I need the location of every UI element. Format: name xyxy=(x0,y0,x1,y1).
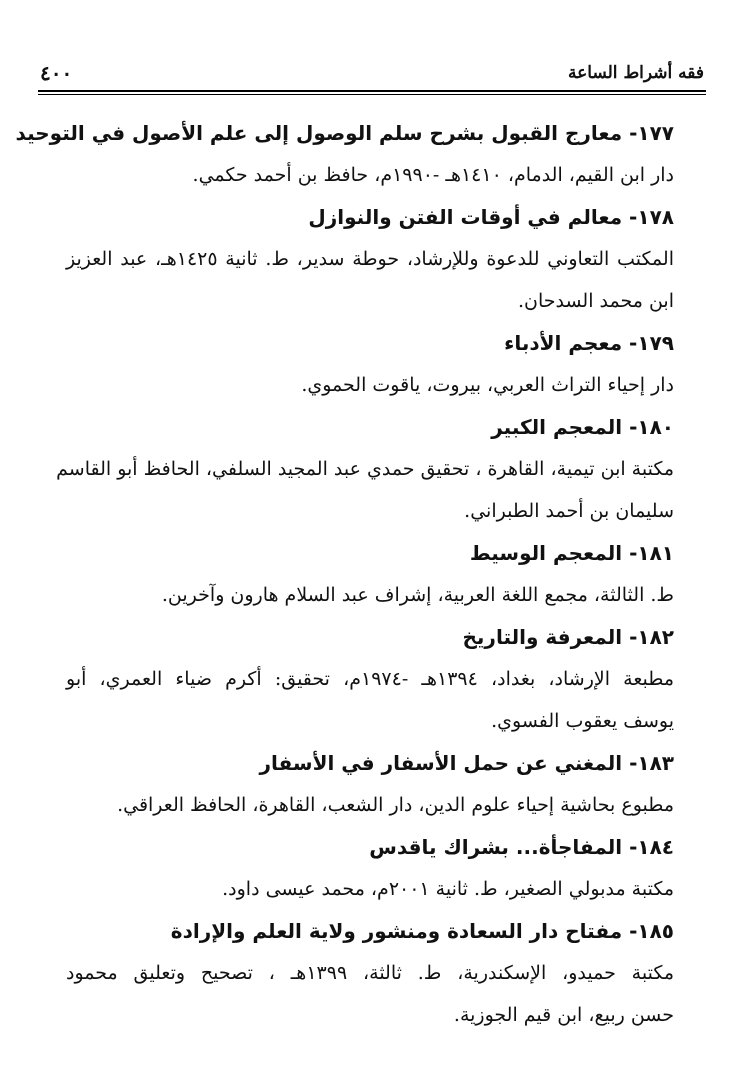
entry-details: يوسف يعقوب الفسوي. xyxy=(491,710,674,732)
page-number: ٤٠٠ xyxy=(40,61,73,85)
entry-title: ١٨٥- مفتاح دار السعادة ومنشور ولاية العلم والإرادة xyxy=(170,919,674,943)
entry-title: ١٨٢- المعرفة والتاريخ xyxy=(462,625,674,649)
entry-title: ١٨٤- المفاجأة... بشراك ياقدس xyxy=(369,835,674,859)
entry-title: ١٧٩- معجم الأدباء xyxy=(504,331,674,355)
entry-details: سليمان بن أحمد الطبراني. xyxy=(464,500,674,522)
entry-details: المكتب التعاوني للدعوة وللإرشاد، حوطة سدير، ط. ثانية ١٤٢٥هـ، عبد العزيز xyxy=(66,248,674,270)
entry-title: ١٧٨- معالم في أوقات الفتن والنوازل xyxy=(308,205,674,229)
bibliography-entry xyxy=(66,196,674,322)
bibliography-entry xyxy=(66,826,674,910)
entry-details: مطبوع بحاشية إحياء علوم الدين، دار الشعب، القاهرة، الحافظ العراقي. xyxy=(117,794,674,816)
bibliography-entry xyxy=(56,406,674,532)
entry-details: مكتبة مدبولي الصغير، ط. ثانية ٢٠٠١م، محمد عيسى داود. xyxy=(222,878,674,900)
bibliography-entry xyxy=(66,616,674,742)
header-rule-thin xyxy=(38,94,706,95)
bibliography-entry xyxy=(66,910,674,1036)
entry-title: ١٨٣- المغني عن حمل الأسفار في الأسفار xyxy=(259,751,674,775)
bibliography-list xyxy=(15,112,674,1036)
entry-details: مكتبة حميدو، الإسكندرية، ط. ثالثة، ١٣٩٩هـ ، تصحيح وتعليق محمود xyxy=(66,962,674,984)
bibliography-entry xyxy=(66,532,674,616)
bibliography-entry xyxy=(66,322,674,406)
entry-title: ١٨٠- المعجم الكبير xyxy=(491,415,674,439)
entry-details: مكتبة ابن تيمية، القاهرة ، تحقيق حمدي عبد المجيد السلفي، الحافظ أبو القاسم xyxy=(56,458,674,480)
entry-details: ط. الثالثة، مجمع اللغة العربية، إشراف عبد السلام هارون وآخرين. xyxy=(161,584,674,606)
bibliography-entry xyxy=(66,742,674,826)
entry-details: مطبعة الإرشاد، بغداد، ١٣٩٤هـ -١٩٧٤م، تحقيق: أكرم ضياء العمري، أبو xyxy=(66,668,674,690)
entry-details: ابن محمد السدحان. xyxy=(517,290,674,312)
entry-details: دار ابن القيم، الدمام، ١٤١٠هـ -١٩٩٠م، حافظ بن أحمد حكمي. xyxy=(192,164,674,186)
entry-details: دار إحياء التراث العربي، بيروت، ياقوت الحموي. xyxy=(301,374,674,396)
entry-title: ١٨١- المعجم الوسيط xyxy=(469,541,674,565)
bibliography-entry xyxy=(15,112,674,196)
running-title: فقه أشراط الساعة xyxy=(568,63,704,83)
page-header xyxy=(40,58,704,88)
entry-details: حسن ربيع، ابن قيم الجوزية. xyxy=(453,1004,674,1026)
entry-title: ١٧٧- معارج القبول بشرح سلم الوصول إلى علم الأصول في التوحيد xyxy=(15,121,674,145)
header-rule xyxy=(38,90,706,92)
